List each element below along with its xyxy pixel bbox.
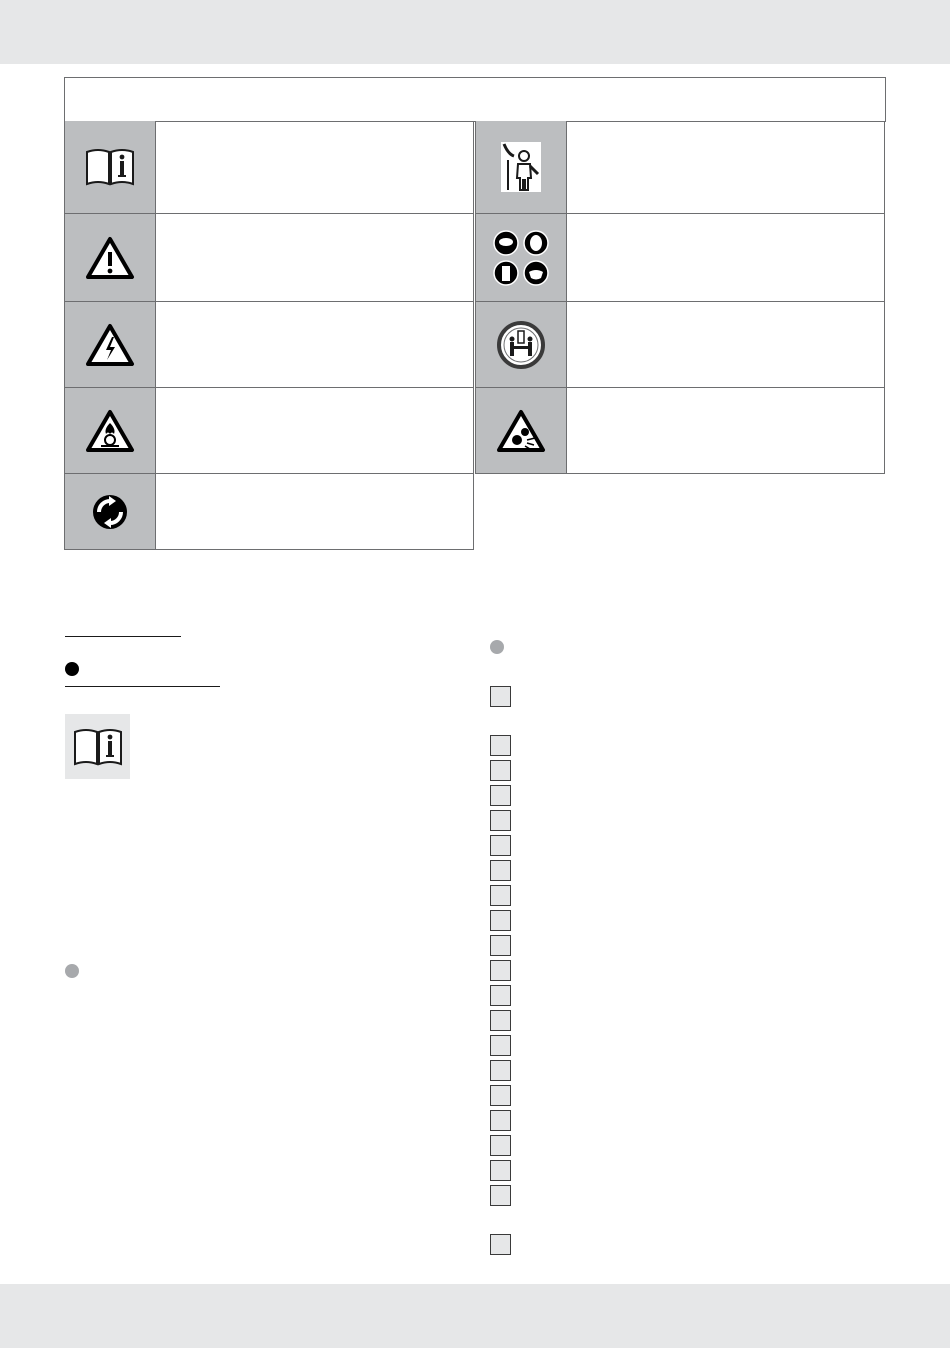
read-instructions-icon xyxy=(65,714,130,779)
part-number-box xyxy=(490,785,511,806)
symbol-text xyxy=(156,302,473,387)
green-dot-recycling-icon xyxy=(65,474,156,549)
protective-equipment-icon xyxy=(476,214,567,301)
symbol-row-electric-shock xyxy=(64,302,474,388)
part-number-box xyxy=(490,686,511,707)
part-number-box xyxy=(490,1010,511,1031)
symbol-row-children xyxy=(475,121,885,214)
part-number-box xyxy=(490,1060,511,1081)
two-person-handling-icon xyxy=(476,302,567,387)
symbol-row-protective-equipment xyxy=(475,214,885,302)
part-number-box xyxy=(490,1085,511,1106)
symbol-text xyxy=(156,474,473,549)
part-number-box xyxy=(490,885,511,906)
electric-shock-warning-icon xyxy=(65,302,156,387)
flying-debris-warning-icon xyxy=(476,388,567,473)
black-dot xyxy=(65,662,79,676)
symbol-text xyxy=(567,121,884,213)
bottom-band xyxy=(0,1284,950,1348)
general-warning-icon xyxy=(65,214,156,301)
symbol-row-fire-hazard xyxy=(64,388,474,474)
top-band xyxy=(0,0,950,64)
keep-away-from-children-icon xyxy=(476,121,567,213)
symbol-text xyxy=(156,388,473,473)
part-number-box xyxy=(490,835,511,856)
part-number-box xyxy=(490,935,511,956)
part-number-box xyxy=(490,810,511,831)
symbol-text xyxy=(156,121,473,213)
part-number-box xyxy=(490,910,511,931)
symbol-row-flying-debris xyxy=(475,388,885,474)
section-heading-underline xyxy=(65,636,181,637)
symbol-row-read-instructions xyxy=(64,121,474,214)
table-header xyxy=(64,77,886,122)
read-instructions-icon xyxy=(65,121,156,213)
symbol-text xyxy=(567,302,884,387)
grey-dot xyxy=(490,640,504,654)
part-number-box xyxy=(490,1234,511,1255)
fire-hazard-warning-icon xyxy=(65,388,156,473)
part-number-box xyxy=(490,1185,511,1206)
part-number-box xyxy=(490,860,511,881)
part-number-box xyxy=(490,1135,511,1156)
symbol-text xyxy=(567,388,884,473)
part-number-box xyxy=(490,1160,511,1181)
part-number-box xyxy=(490,960,511,981)
part-number-box xyxy=(490,1035,511,1056)
part-number-box xyxy=(490,735,511,756)
symbol-row-general-warning xyxy=(64,214,474,302)
symbol-row-two-person xyxy=(475,302,885,388)
part-number-box xyxy=(490,760,511,781)
grey-dot xyxy=(65,964,79,978)
part-number-box xyxy=(490,1110,511,1131)
part-number-box xyxy=(490,985,511,1006)
symbol-row-green-dot xyxy=(64,474,474,550)
symbol-text xyxy=(567,214,884,301)
symbol-text xyxy=(156,214,473,301)
subsection-heading-underline xyxy=(65,686,220,687)
